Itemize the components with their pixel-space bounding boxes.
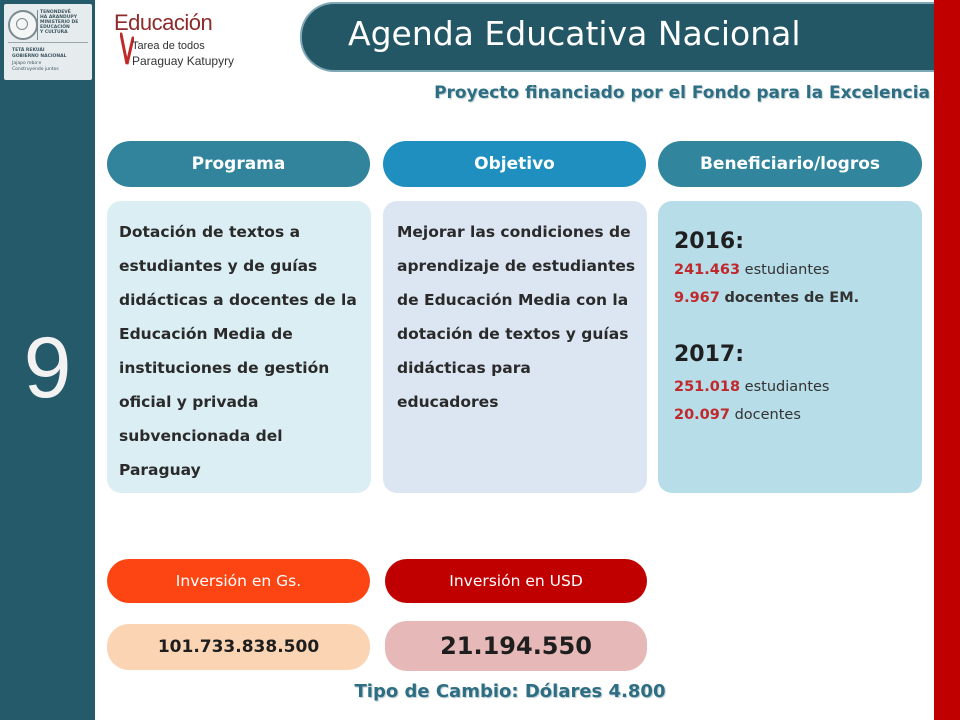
programa-header: Programa [107, 141, 370, 187]
stat-teachers-2016 [674, 284, 914, 312]
stat-students-2017 [674, 373, 914, 401]
gov-logo-line-4: Construyendo juntos [12, 67, 59, 72]
page-title: Agenda Educativa Nacional [348, 14, 801, 53]
objetivo-text: Mejorar las condiciones de aprendizaje de estudiantes de Educación Media con la dotación de textos y guías didácticas para educadores [397, 223, 636, 411]
students-2017-value: 251.018 [674, 379, 741, 395]
slide-number: 9 [23, 320, 72, 416]
brand-tagline-2: Paraguay Katupyry [132, 54, 235, 68]
year-2016: 2016: [674, 229, 745, 254]
teachers-2016-label: docentes de EM. [724, 290, 860, 306]
teachers-2017-label: docentes [734, 407, 801, 423]
teachers-2016-value: 9.967 [674, 290, 720, 306]
brand-tagline-1: Tarea de todos [132, 40, 205, 52]
programa-card [107, 201, 371, 493]
left-sidebar [0, 0, 95, 720]
ministry-logo-line-4: EDUCACIÓN [40, 25, 70, 30]
gov-logo-line-1: TETÃ REKUÁI [12, 48, 45, 53]
national-seal-icon [8, 10, 38, 40]
objetivo-card [383, 201, 647, 493]
beneficiario-card [658, 201, 922, 493]
right-accent-strip [934, 0, 960, 720]
teachers-2017-value: 20.097 [674, 407, 730, 423]
year-2017: 2017: [674, 342, 745, 367]
ministry-logo-line-1: TENONDEVÉ [40, 10, 71, 15]
exchange-rate-note: Tipo de Cambio: Dólares 4.800 [354, 681, 666, 702]
students-2017-label: estudiantes [744, 379, 830, 395]
investment-usd-value: 21.194.550 [385, 621, 647, 671]
ministry-logo-line-3: MINISTERIO DE [40, 20, 79, 25]
ministry-logo-line-5: Y CULTURA [40, 30, 68, 35]
investment-gs-label: Inversión en Gs. [107, 559, 370, 603]
title-banner [300, 2, 934, 72]
investment-gs-value: 101.733.838.500 [107, 624, 370, 670]
brand-title: Educación [114, 10, 213, 35]
gov-logo-line-3: Jajapo mbaʼe [12, 61, 42, 66]
stat-teachers-2017 [674, 401, 914, 429]
ministry-logo [4, 4, 92, 80]
education-brand-logo [102, 8, 235, 72]
gov-logo-line-2: GOBIERNO NACIONAL [12, 54, 67, 59]
ministry-logo-line-2: HA ARANDUPY [40, 15, 77, 20]
stat-students-2016 [674, 256, 914, 284]
beneficiario-header: Beneficiario/logros [658, 141, 922, 187]
objetivo-header: Objetivo [383, 141, 646, 187]
students-2016-label: estudiantes [744, 262, 830, 278]
investment-usd-label: Inversión en USD [385, 559, 647, 603]
page-subtitle: Proyecto financiado por el Fondo para la Excelencia [434, 83, 930, 103]
programa-text: Dotación de textos a estudiantes y de guías didácticas a docentes de la Educación Media de instituciones de gestión oficial y privada subvencionada del Paraguay [119, 223, 357, 479]
students-2016-value: 241.463 [674, 262, 741, 278]
